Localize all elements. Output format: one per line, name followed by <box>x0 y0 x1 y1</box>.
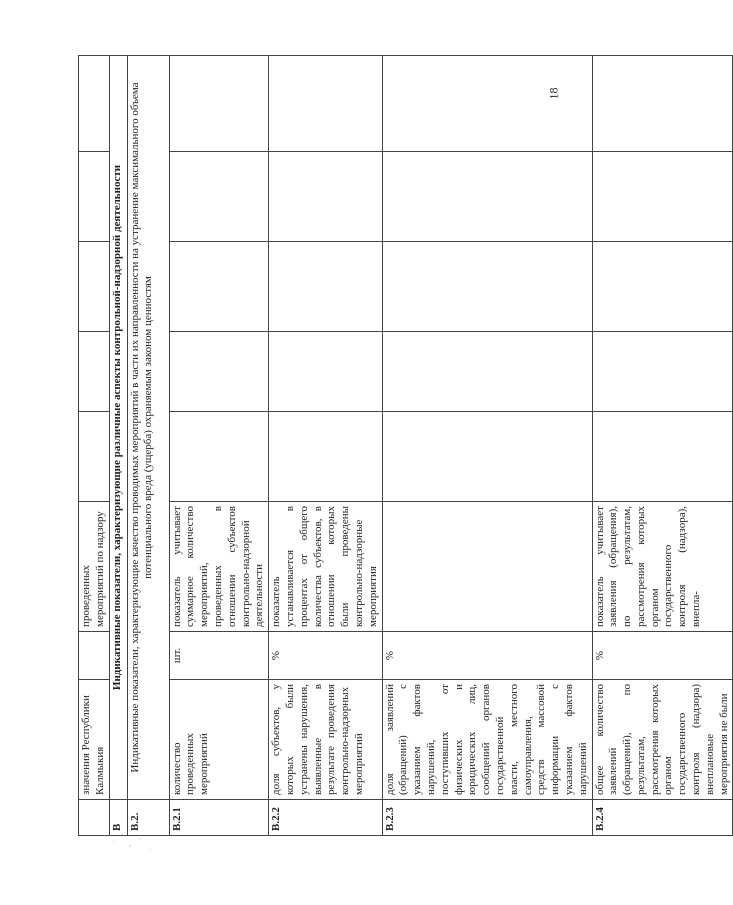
row-comment: показатель учитывает заявления (обращения), по результатам, рассмотрения которых органом государственного контроля (надзора), внепла- <box>592 502 733 632</box>
section-b-title: Индикативные показатели, характеризующие различные аспекты контрольной-надзорной деятельности <box>109 56 127 800</box>
table-row <box>382 56 592 836</box>
row-unit: шт. <box>169 632 269 680</box>
row-unit: % <box>592 632 733 680</box>
section-b-row <box>109 56 127 836</box>
indicators-table <box>78 55 733 836</box>
row-code: В.2.4 <box>592 800 733 836</box>
rotated-page-content <box>78 56 730 836</box>
scan-specks <box>100 830 160 860</box>
row-name: количество проведенных мероприятий <box>169 680 269 800</box>
row-code: В.2.3 <box>382 800 592 836</box>
section-b2-title: Индикативные показатели, характеризующие качество проводимых мероприятий в части их направленности на устранение максимального объема потенциального вреда (ущерба) охраняемым законом ценностям <box>127 56 169 800</box>
row-unit: % <box>382 632 592 680</box>
table-row <box>269 56 382 836</box>
section-b-code: В <box>109 800 127 836</box>
row-code: В.2.1 <box>169 800 269 836</box>
section-b2-code: В.2. <box>127 800 169 836</box>
cell-name: значения Республики Калмыкия <box>79 680 110 800</box>
table-row-continuation <box>79 56 110 836</box>
cell-unit <box>79 632 110 680</box>
table-row <box>592 56 733 836</box>
row-comment: показатель устанавливается в процентах от общего количества субъектов, в отношении которых были проведены контрольно-надзорные мероприятия <box>269 502 382 632</box>
row-unit: % <box>269 632 382 680</box>
cell-comment: проведенных мероприятий по надзору <box>79 502 110 632</box>
row-name: общее количество заявлений (обращений), по результатам, рассмотрения которых органом государственного контроля (надзора) внеплановые мероприятия не были <box>592 680 733 800</box>
page-number: 18 <box>546 87 561 100</box>
row-name: доля субъектов, у которых были устранены нарушения, выявленные в результате проведения контрольно-надзорных мероприятий <box>269 680 382 800</box>
row-name: доля заявлений (обращений) с указанием фактов нарушений, поступивших от физических и юридических лиц, сообщений органов государственной власти, местного самоуправления, средств массовой информации с указанием фактов нарушений <box>382 680 592 800</box>
row-comment <box>382 502 592 632</box>
row-code: В.2.2 <box>269 800 382 836</box>
row-comment: показатель учитывает суммарное количество мероприятий, проведенных в отношении субъектов контрольно-надзорной деятельности <box>169 502 269 632</box>
table-row <box>169 56 269 836</box>
section-b2-row <box>127 56 169 836</box>
